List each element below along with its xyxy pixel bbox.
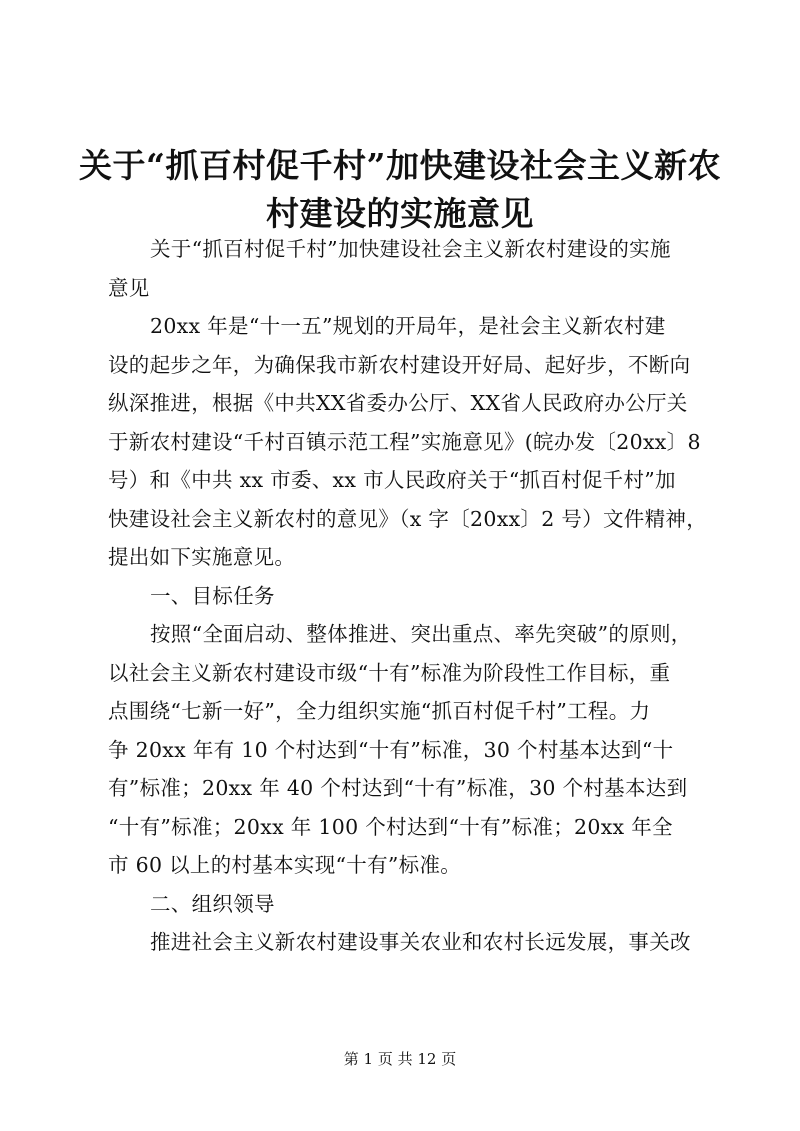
body-line: 以社会主义新农村建设市级“十有”标准为阶段性工作目标，重 bbox=[108, 660, 671, 685]
body-line: 于新农村建设“千村百镇示范工程”实施意见》(皖办发〔20xx〕8 bbox=[108, 429, 701, 454]
body-line: 意见 bbox=[108, 275, 150, 300]
page-indicator: 第 1 页 共 12 页 bbox=[343, 1050, 457, 1068]
body-line: 有”标准；20xx 年 40 个村达到“十有”标准，30 个村基本达到 bbox=[108, 776, 688, 800]
body-line: 市 60 以上的村基本实现“十有”标准。 bbox=[108, 853, 462, 877]
body-line: 号）和《中共 xx 市委、xx 市人民政府关于“抓百村促千村”加 bbox=[108, 468, 676, 492]
body-line: 快建设社会主义新农村的意见》（x 字〔20xx〕2 号）文件精神， bbox=[108, 506, 707, 531]
body-line: 推进社会主义新农村建设事关农业和农村长远发展，事关改 bbox=[150, 930, 691, 954]
body-line: 提出如下实施意见。 bbox=[108, 545, 296, 569]
body-line: 纵深推进，根据《中共XX省委办公厅、XX省人民政府办公厅关 bbox=[108, 391, 688, 415]
title-line-2: 村建设的实施意见 bbox=[266, 194, 534, 233]
body-line: “十有”标准；20xx 年 100 个村达到“十有”标准；20xx 年全 bbox=[108, 814, 673, 839]
document-body bbox=[108, 230, 708, 962]
body-line: 争 20xx 年有 10 个村达到“十有”标准，30 个村基本达到“十 bbox=[108, 737, 674, 762]
body-line: 设的起步之年，为确保我市新农村建设开好局、起好步，不断向 bbox=[108, 352, 691, 377]
body-line: 按照“全面启动、整体推进、突出重点、率先突破”的原则， bbox=[150, 622, 692, 646]
document-title bbox=[60, 142, 740, 238]
section-heading-leadership: 二、组织领导 bbox=[150, 891, 275, 916]
body-line: 点围绕“七新一好”，全力组织实施“抓百村促千村”工程。力 bbox=[108, 699, 651, 723]
title-line-1: 关于“抓百村促千村”加快建设社会主义新农 bbox=[79, 146, 721, 185]
body-line: 20xx 年是“十一五”规划的开局年，是社会主义新农村建 bbox=[150, 314, 666, 338]
body-line: 关于“抓百村促千村”加快建设社会主义新农村建设的实施 bbox=[150, 237, 671, 261]
section-heading-goals: 一、目标任务 bbox=[150, 583, 275, 608]
